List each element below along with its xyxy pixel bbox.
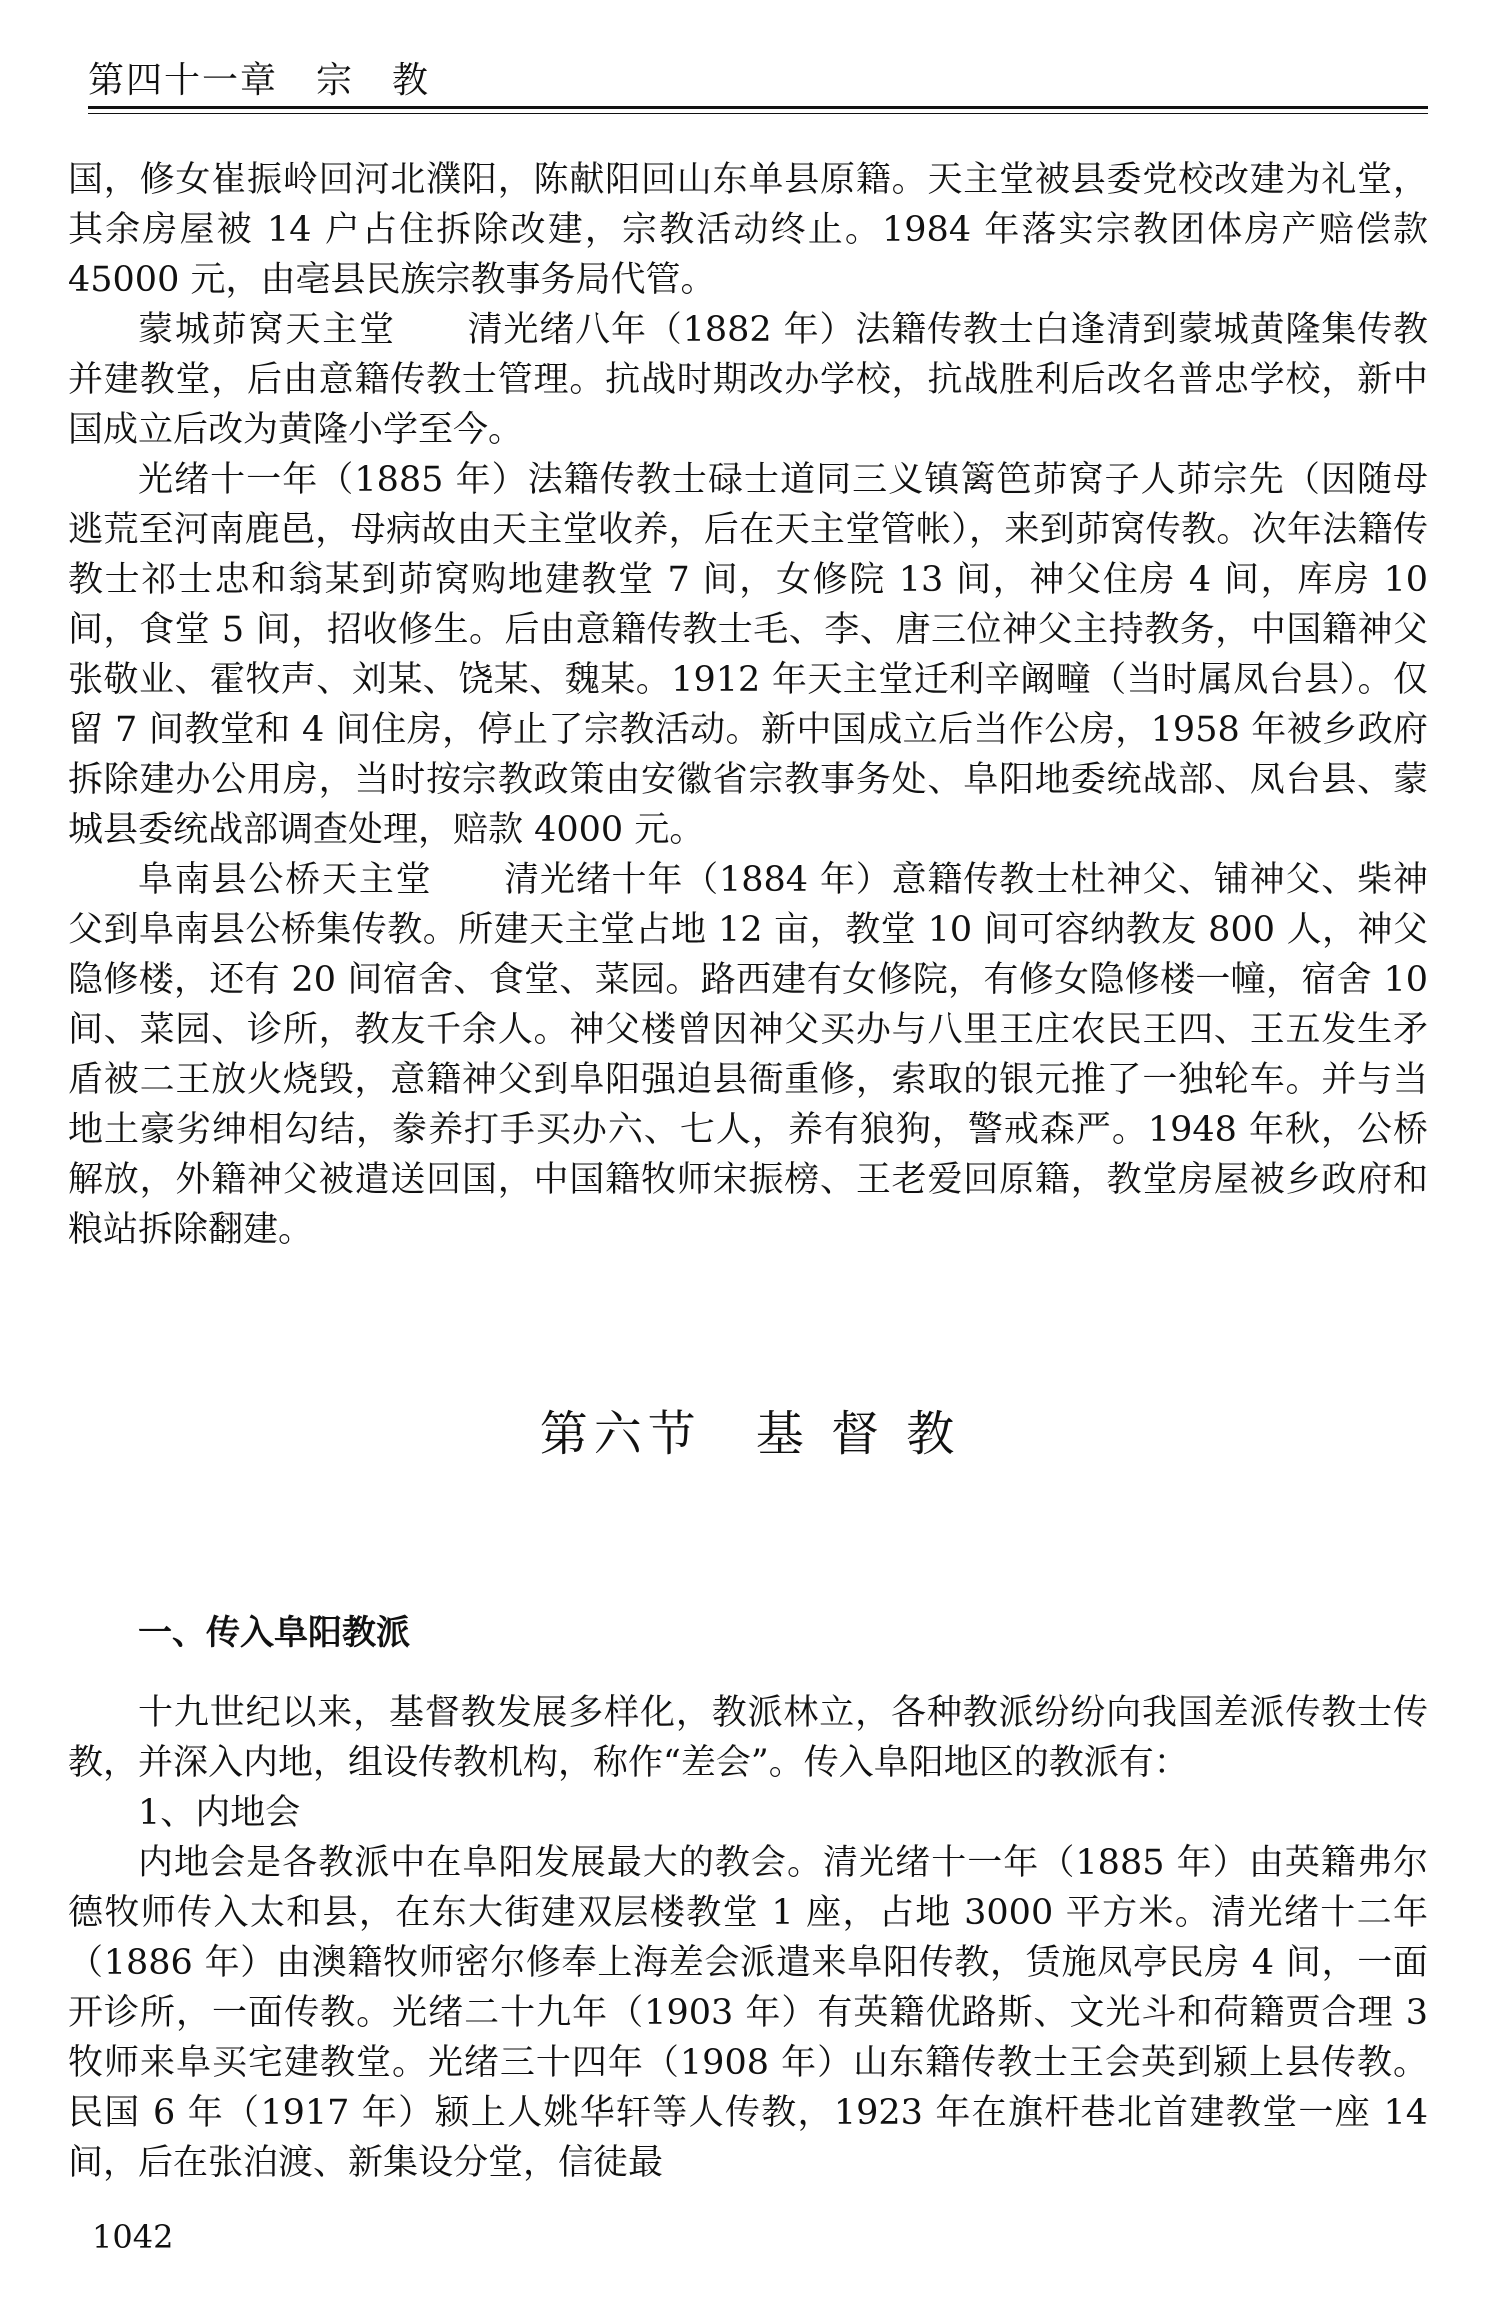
paragraph-text: 内地会是各教派中在阜阳发展最大的教会。清光绪十一年（1885 年）由英籍弗尔德牧师传入太和县，在东大街建双层楼教堂 1 座，占地 3000 平方米。清光绪十二年（1886 年）由澳籍牧师密尔修奉上海差会派遣来阜阳传教，赁施凤亭民房 4 间，一面开诊所，一面传教。光绪二十九年（1903 年）有英籍优路斯、文光斗和荷籍贾合理 3 牧师来阜买宅建教堂。光绪三十四年（1908 年）山东籍传教士王会英到颍上县传教。民国 6 年（1917 年）颍上人姚华轩等人传教，1923 年在旗杆巷北首建教堂一座 14 间，后在张泊渡、新集设分堂，信徒最 [68, 1843, 1428, 2183]
paragraph [68, 455, 1428, 855]
paragraph-lead: 蒙城茆窝天主堂 [138, 310, 396, 350]
paragraph-text: 国，修女崔振岭回河北濮阳，陈献阳回山东单县原籍。天主堂被县委党校改建为礼堂，其余房屋被 14 户占住拆除改建，宗教活动终止。1984 年落实宗教团体房产赔偿款 45000 元，由亳县民族宗教事务局代管。 [68, 160, 1428, 300]
list-heading [68, 1788, 1428, 1838]
page-number: 1042 [92, 2218, 174, 2256]
running-head: 第四十一章 宗 教 [88, 60, 431, 101]
body-text-top [68, 155, 1428, 1255]
paragraph-text: 光绪十一年（1885 年）法籍传教士碌士道同三义镇篱笆茆窝子人茆宗先（因随母逃荒至河南鹿邑，母病故由天主堂收养，后在天主堂管帐），来到茆窝传教。次年法籍传教士祁士忠和翁某到茆窝购地建教堂 7 间，女修院 13 间，神父住房 4 间，库房 10 间，食堂 5 间，招收修生。后由意籍传教士毛、李、唐三位神父主持教务，中国籍神父张敬业、霍牧声、刘某、饶某、魏某。1912 年天主堂迁利辛阚疃（当时属凤台县）。仅留 7 间教堂和 4 间住房，停止了宗教活动。新中国成立后当作公房，1958 年被乡政府拆除建办公用房，当时按宗教政策由安徽省宗教事务处、阜阳地委统战部、凤台县、蒙城县委统战部调查处理，赔款 4000 元。 [68, 460, 1428, 850]
paragraph-lead: 阜南县公桥天主堂 [138, 860, 433, 900]
paragraph [68, 1688, 1428, 1788]
subsection-heading: 一、传入阜阳教派 [138, 1613, 410, 1653]
paragraph [68, 1838, 1428, 2188]
paragraph-text: 清光绪十年（1884 年）意籍传教士杜神父、铺神父、柴神父到阜南县公桥集传教。所建天主堂占地 12 亩，教堂 10 间可容纳教友 800 人，神父隐修楼，还有 20 间宿舍、食堂、菜园。路西建有女修院，有修女隐修楼一幢，宿舍 10 间、菜园、诊所，教友千余人。神父楼曾因神父买办与八里王庄农民王四、王五发生矛盾被二王放火烧毁，意籍神父到阜阳强迫县衙重修，索取的银元推了一独轮车。并与当地土豪劣绅相勾结，豢养打手买办六、七人，养有狼狗，警戒森严。1948 年秋，公桥解放，外籍神父被遣送回国，中国籍牧师宋振榜、王老爱回原籍，教堂房屋被乡政府和粮站拆除翻建。 [68, 860, 1428, 1250]
section-title: 第六节 基 督 教 [539, 1406, 961, 1462]
paragraph [68, 305, 1428, 455]
paragraph [68, 155, 1428, 305]
body-text-bottom [68, 1640, 1428, 2188]
paragraph [68, 855, 1428, 1255]
header-rule-thin [88, 113, 1428, 114]
header-rule [88, 106, 1428, 109]
paragraph-text: 1、内地会 [138, 1793, 301, 1833]
paragraph-text: 十九世纪以来，基督教发展多样化，教派林立，各种教派纷纷向我国差派传教士传教，并深入内地，组设传教机构，称作“差会”。传入阜阳地区的教派有： [68, 1693, 1428, 1783]
paragraph-text: 清光绪八年（1882 年）法籍传教士白逢清到蒙城黄隆集传教并建教堂，后由意籍传教士管理。抗战时期改办学校，抗战胜利后改名普忠学校，新中国成立后改为黄隆小学至今。 [68, 310, 1428, 450]
